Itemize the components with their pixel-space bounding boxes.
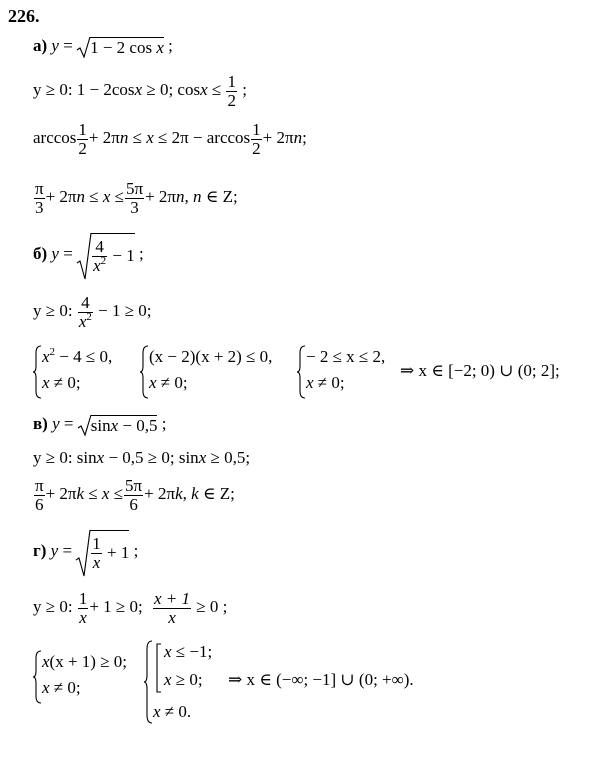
- part-a-definition: а) y = 1 − 2 cos x ;: [33, 36, 173, 57]
- part-a-line3: arccos $\frac{1}{2}$ + 2πn ≤ x ≤ 2π − arccos $\frac{1}{2}$ + 2πn;: [33, 119, 307, 158]
- part-b-system-2: (x − 2)(x + 2) ≤ 0, x ≠ 0;: [140, 345, 300, 399]
- part-v-line3: $\frac{\pi}{6}$ + 2πk ≤ x ≤ $\frac{5\pi}{6}$ + 2πk, k ∈ Z;: [35, 475, 235, 514]
- part-b-label: б): [33, 244, 48, 263]
- sqrt-sinx-minus-05: sinx − 0,5: [78, 415, 158, 436]
- part-b-result: ⇒ x ∈ [−2; 0) ∪ (0; 2];: [400, 361, 560, 380]
- part-b-definition: б) y = $\frac{4}{x^2}$ − 1 ;: [33, 232, 144, 278]
- part-g-system-2: x ≤ −1; x ≥ 0; x ≠ 0.: [144, 640, 444, 724]
- part-v-label: в): [33, 414, 48, 433]
- part-b-system-3: − 2 ≤ x ≤ 2, x ≠ 0;: [297, 345, 402, 399]
- sqrt-1-over-x-plus-1: $\frac{1}{x}$ + 1: [76, 530, 129, 575]
- part-g-definition: г) y = $\frac{1}{x}$ + 1 ;: [33, 529, 138, 575]
- part-a-label: а): [33, 36, 48, 55]
- part-b-system-1: $x^2 - 4 \le 0$, x ≠ 0;: [33, 345, 143, 399]
- sqrt-1-2cosx: 1 − 2 cos x: [77, 37, 164, 58]
- problem-number: 226.: [8, 6, 40, 26]
- part-a-line4: $\frac{\pi}{3}$ + 2πn ≤ x ≤ $\frac{5\pi}{3}$ + 2πn, n ∈ Z;: [35, 178, 238, 217]
- part-g-line2: y ≥ 0: $\frac{1}{x}$ + 1 ≥ 0; $\frac{x + 1}{x}$ ≥ 0 ;: [33, 588, 228, 627]
- part-b-line2: y ≥ 0: $\frac{4}{x^2}$ − 1 ≥ 0;: [33, 292, 152, 331]
- part-g-label: г): [33, 541, 47, 560]
- part-v-line2: y ≥ 0: sinx − 0,5 ≥ 0; sinx ≥ 0,5;: [33, 448, 251, 467]
- part-a-line2: y ≥ 0: 1 − 2cosx ≥ 0; cosx ≤ $\frac{1}{2}$ ;: [33, 71, 247, 110]
- sqrt-4-over-x2-minus-1: $\frac{4}{x^2}$ − 1: [77, 233, 135, 278]
- part-g-system-1: x(x + 1) ≥ 0; x ≠ 0;: [33, 650, 153, 704]
- part-g-result: ⇒ x ∈ (−∞; −1] ∪ (0; +∞).: [228, 670, 414, 689]
- part-v-definition: в) y = sinx − 0,5 ;: [33, 414, 167, 435]
